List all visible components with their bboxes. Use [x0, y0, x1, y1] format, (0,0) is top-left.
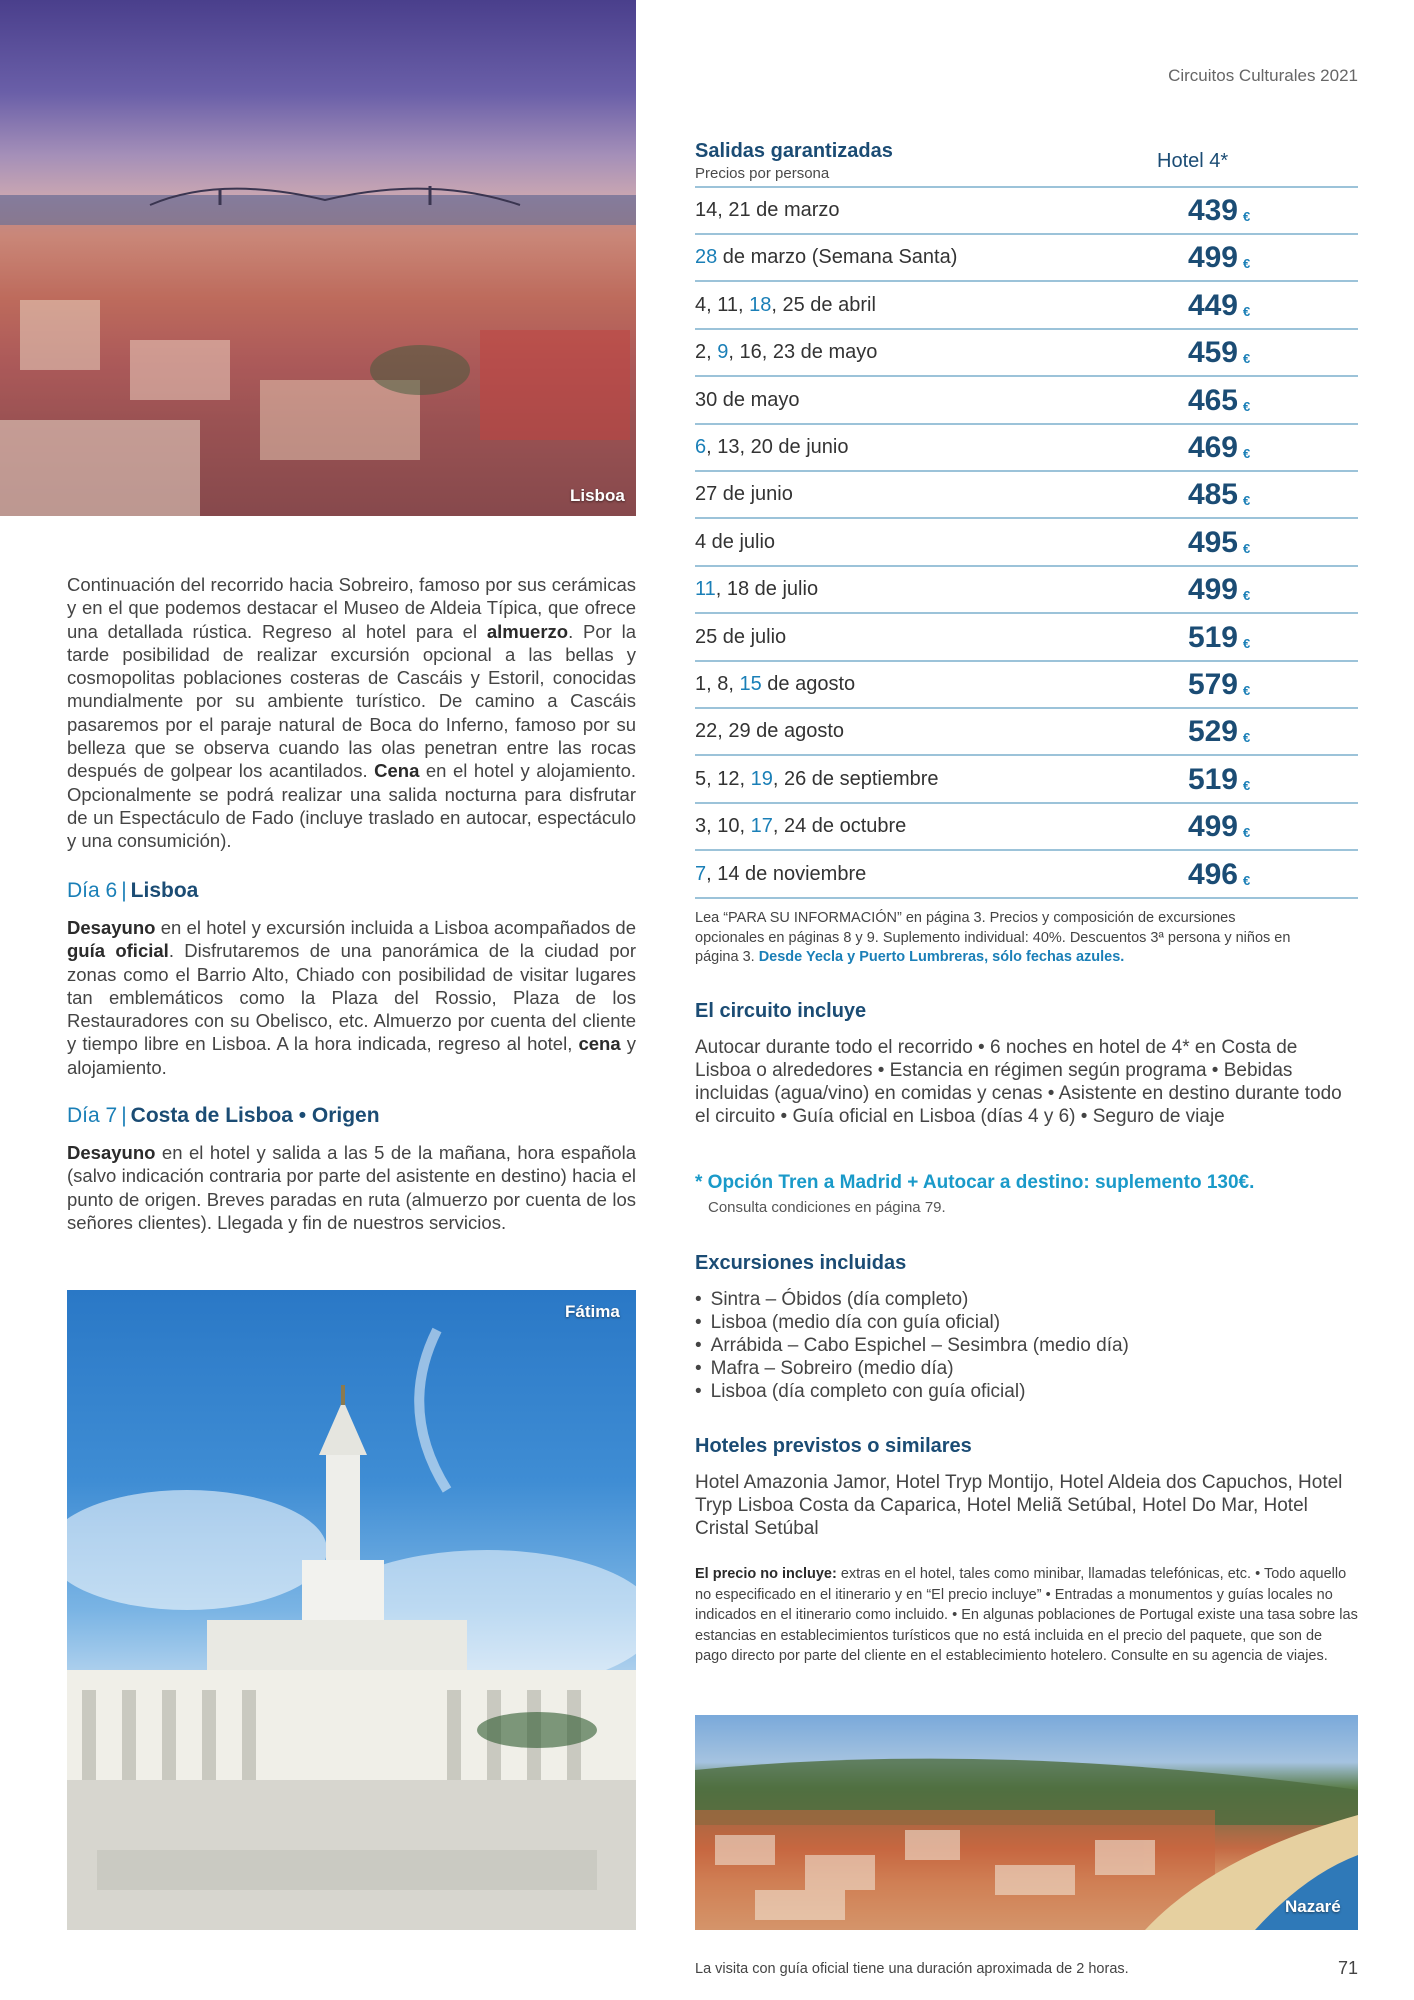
departure-date: 27 de junio [695, 483, 793, 506]
departure-date: 3, 10, 17, 24 de octubre [695, 815, 907, 838]
price-amount: 439 [1187, 194, 1238, 227]
fatima-basilica-illustration [67, 1290, 636, 1930]
currency-symbol: € [1243, 825, 1251, 841]
price-row [695, 662, 1358, 709]
hotels-text: Hotel Amazonia Jamor, Hotel Tryp Montijo, Hotel Aldeia dos Capuchos, Hotel Tryp Lisboa Costa da Caparica, Hotel Meliã Setúbal, Hotel Do Mar, Hotel Cristal Setúbal [695, 1472, 1343, 1539]
tren-option-conditions: Consulta condiciones en página 79. [708, 1199, 946, 1216]
price-amount: 465 [1187, 383, 1238, 417]
tren-option: * Opción Tren a Madrid + Autocar a destino: suplemento 130€. [695, 1172, 1255, 1193]
list-item: • Arrábida – Cabo Espichel – Sesimbra (medio día) [695, 1334, 1129, 1357]
departure-date: 14, 21 de marzo [695, 199, 840, 221]
departure-date: 4, 11, 18, 25 de abril [695, 293, 876, 316]
price-amount: 519 [1187, 620, 1238, 654]
price-row [695, 425, 1358, 472]
price-row [695, 472, 1358, 519]
price-amount: 496 [1187, 857, 1238, 891]
currency-symbol: € [1243, 588, 1251, 604]
list-item: • Lisboa (día completo con guía oficial) [695, 1380, 1129, 1403]
departure-date: 4 de julio [695, 530, 776, 553]
excursions-heading: Excursiones incluidas [695, 1252, 907, 1274]
prices-title: Salidas garantizadas [695, 140, 893, 162]
list-item: • Sintra – Óbidos (día completo) [695, 1288, 1129, 1311]
departure-date: 22, 29 de agosto [695, 720, 845, 743]
currency-symbol: € [1243, 540, 1251, 556]
list-item: • Lisboa (medio día con guía oficial) [695, 1311, 1129, 1334]
day6-paragraph: Desayuno en el hotel y excursión incluida a Lisboa acompañados de guía oficial. Disfrutaremos de una panorámica de la ciudad por zonas como el Barrio Alto, Chiado con posibilidad de visitar lugares tan emblemáticos como la Plaza del Rossio, Plaza de los Restauradores con su Obelisco, etc. Almuerzo por cuenta del cliente y tiempo libre en Lisboa. A la hora indicada, regreso al hotel, cena y alojamiento. [67, 917, 637, 1078]
departure-date: 1, 8, 15 de agosto [695, 673, 856, 695]
currency-symbol: € [1243, 493, 1251, 509]
price-row [695, 804, 1358, 851]
photo-nazare [695, 1715, 1358, 1930]
prices-table-header [695, 140, 1358, 188]
footer-note: La visita con guía oficial tiene una duración aproximada de 2 horas. [695, 1961, 1129, 1977]
lisboa-cityscape-illustration [0, 0, 636, 516]
currency-symbol: € [1243, 635, 1251, 651]
not-included-note: El precio no incluye: extras en el hotel, tales como minibar, llamadas telefónicas, etc. • Todo aquello no especificado en el itinerario y en “El precio incluye” • Entradas a monumentos y guías locales no indicados en el itinerario como incluido. • En algunas poblaciones de Portugal existe una tasa sobre las estancias en establecimientos turísticos que no está incluida en el precio del paquete, que son de pago directo por parte del cliente en el establecimiento hotelero. Consulte en su agencia de viajes. [695, 1566, 1358, 1664]
includes-heading: El circuito incluye [695, 1000, 867, 1022]
price-row [695, 188, 1358, 235]
price-amount: 499 [1187, 241, 1238, 275]
excursions-list [695, 1288, 1129, 1403]
photo-caption-fatima: Fátima [565, 1302, 620, 1321]
departure-date: 28 de marzo (Semana Santa) [695, 246, 958, 269]
currency-symbol: € [1243, 872, 1251, 888]
price-row [695, 567, 1358, 614]
nazare-coast-illustration [695, 1715, 1358, 1930]
price-amount: 459 [1187, 336, 1238, 370]
price-amount: 449 [1187, 288, 1238, 322]
photo-lisboa [0, 0, 636, 516]
prices-subtitle: Precios por persona [695, 165, 830, 182]
currency-symbol: € [1243, 303, 1251, 319]
photo-fatima [67, 1290, 636, 1930]
day7-paragraph: Desayuno en el hotel y salida a las 5 de la mañana, hora española (salvo indicación contraria por parte del asistente en destino) hacia el punto de origen. Breves paradas en ruta (almuerzo por cuenta de los señores clientes). Llegada y fin de nuestros servicios. [67, 1142, 636, 1233]
day7-heading: Día 7 | Costa de Lisboa • Origen [67, 1104, 380, 1127]
prices-note: Lea “PARA SU INFORMACIÓN” en página 3. Precios y composición de excursiones opcionales en páginas 8 y 9. Suplemento individual: 40%. Descuentos 3ª persona y niños en página 3. Desde Yecla y Puerto Lumbreras, sólo fechas azules. [695, 910, 1291, 965]
currency-symbol: € [1243, 398, 1251, 414]
price-row [695, 709, 1358, 756]
price-amount: 499 [1187, 810, 1238, 844]
hotels-heading: Hoteles previstos o similares [695, 1435, 972, 1457]
price-row [695, 520, 1358, 567]
price-row [695, 283, 1358, 330]
price-amount: 529 [1187, 715, 1238, 749]
price-amount: 499 [1187, 573, 1238, 607]
price-row [695, 330, 1358, 377]
currency-symbol: € [1243, 351, 1251, 367]
departure-date: 7, 14 de noviembre [695, 862, 867, 885]
photo-caption-lisboa: Lisboa [570, 486, 625, 505]
includes-text: Autocar durante todo el recorrido • 6 noches en hotel de 4* en Costa de Lisboa o alrededores • Estancia en régimen según programa • Bebidas incluidas (agua/vino) en comidas y cenas • Asistente en destino durante todo el circuito • Guía oficial en Lisboa (días 4 y 6) • Seguro de viaje [695, 1037, 1342, 1127]
day6-heading: Día 6 | Lisboa [67, 879, 199, 902]
currency-symbol: € [1243, 730, 1251, 746]
currency-symbol: € [1243, 446, 1251, 461]
currency-symbol: € [1243, 777, 1251, 793]
itinerary-continuation-paragraph: Continuación del recorrido hacia Sobreiro, famoso por sus cerámicas y en el que podemos destacar el Museo de Aldeia Típica, que ofrece una detallada rústica. Regreso al hotel para el almuerzo. Por la tarde posibilidad de realizar excursión opcional a las bellas y cosmopolitas poblaciones costeras de Cascáis y Estoril, conocidas mundialmente por su ambiente turístico. De camino a Cascáis pasaremos por el paraje natural de Boca do Inferno, famoso por su belleza que se observa cuando las olas penetran entre las rocas después de golpear los acantilados. Cena en el hotel y alojamiento. Opcionalmente se podrá realizar una salida nocturna para disfrutar de un Espectáculo de Fado (incluye traslado en autocar, espectáculo y una consumición). [67, 574, 637, 852]
price-row [695, 757, 1358, 804]
departure-date: 11, 18 de julio [695, 578, 819, 601]
price-amount: 579 [1187, 668, 1238, 701]
price-amount: 495 [1187, 525, 1238, 559]
departure-date: 30 de mayo [695, 388, 800, 411]
page-number: 71 [1337, 1958, 1358, 1978]
departure-date: 2, 9, 16, 23 de mayo [695, 341, 878, 364]
currency-symbol: € [1243, 683, 1251, 698]
list-item: • Mafra – Sobreiro (medio día) [695, 1357, 1129, 1380]
price-amount: 485 [1187, 478, 1238, 512]
currency-symbol: € [1243, 209, 1251, 224]
prices-column-header: Hotel 4* [1157, 150, 1229, 172]
running-title: Circuitos Culturales 2021 [1168, 66, 1358, 85]
photo-caption-nazare: Nazaré [1285, 1897, 1341, 1916]
price-amount: 469 [1187, 431, 1238, 464]
departure-date: 5, 12, 19, 26 de septiembre [695, 767, 939, 790]
currency-symbol: € [1243, 256, 1251, 272]
price-amount: 519 [1187, 762, 1238, 796]
departure-date: 25 de julio [695, 625, 787, 648]
price-row [695, 378, 1358, 425]
price-row [695, 852, 1358, 899]
price-row [695, 615, 1358, 662]
departure-date: 6, 13, 20 de junio [695, 436, 849, 458]
price-row [695, 235, 1358, 282]
